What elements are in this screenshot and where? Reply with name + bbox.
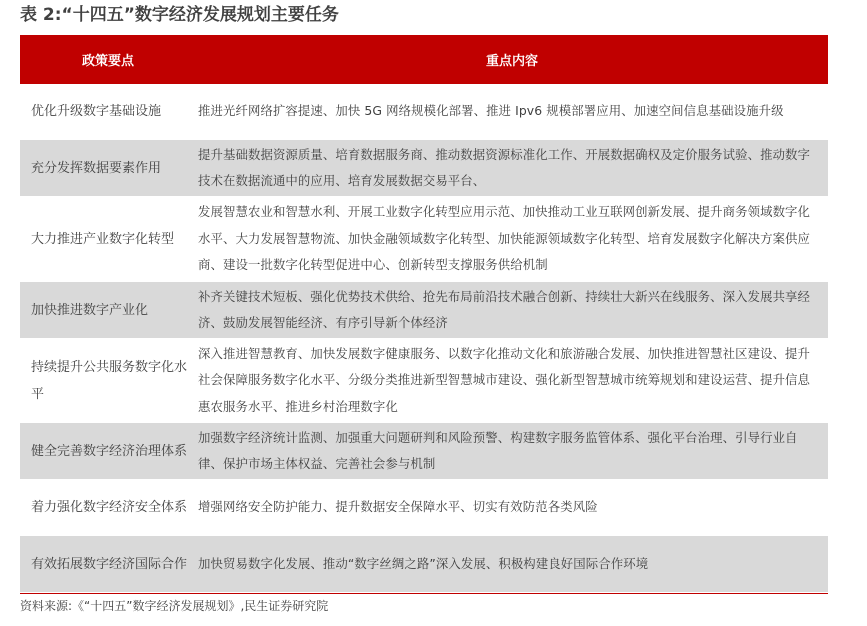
row-policy-point: 健全完善数字经济治理体系 <box>31 443 188 459</box>
row-policy-point: 充分发挥数据要素作用 <box>31 160 162 176</box>
table-row <box>20 84 828 140</box>
row-policy-point: 加快推进数字产业化 <box>31 302 149 318</box>
table-row <box>20 480 828 536</box>
table-row <box>20 423 828 480</box>
row-key-content: 推进光纤网络扩容提速、加快 5G 网络规模化部署、推进 Ipv6 规模部署应用、加速空间信息基础设施升级 <box>198 103 784 119</box>
header-policy-point: 政策要点 <box>81 54 134 69</box>
row-policy-point: 有效拓展数字经济国际合作 <box>31 556 188 572</box>
row-policy-point: 大力推进产业数字化转型 <box>31 231 175 247</box>
row-key-content: 深入推进智慧教育、加快发展数字健康服务、以数字化推动文化和旅游融合发展、加快推进智慧社区建设、提升社会保障服务数字化水平、分级分类推进新型智慧城市建设、强化新型智慧城市统筹规划和建设运营、提升信息惠农服务水平、推进乡村治理数字化 <box>198 345 811 414</box>
header-key-content: 重点内容 <box>485 54 538 69</box>
source-note: 资料来源:《“十四五”数字经济发展规划》,民生证券研究院 <box>20 599 329 613</box>
row-policy-point: 着力强化数字经济安全体系 <box>31 500 188 515</box>
row-key-content: 提升基础数据资源质量、培育数据服务商、推动数据资源标准化工作、开展数据确权及定价服务试验、推动数字技术在数据流通中的应用、培育发展数据交易平台、 <box>198 146 811 188</box>
table-row <box>20 197 828 282</box>
table-row <box>20 282 828 339</box>
row-key-content: 加快贸易数字化发展、推动“数字丝绸之路”深入发展、积极构建良好国际合作环境 <box>198 555 649 571</box>
table-bottom-rule <box>20 593 828 594</box>
table-row <box>20 339 828 423</box>
table-header <box>20 35 828 84</box>
policy-table <box>20 35 828 594</box>
row-key-content: 发展智慧农业和智慧水利、开展工业数字化转型应用示范、加快推动工业互联网创新发展、提升商务领域数字化水平、大力发展智慧物流、加快金融领域数字化转型、加快能源领域数字化转型、培育发展数字化解决方案供应商、建设一批数字化转型促进中心、创新转型支撑服务供给机制 <box>198 204 811 273</box>
row-key-content: 加强数字经济统计监测、加强重大问题研判和风险预警、构建数字服务监管体系、强化平台治理、引导行业自律、保护市场主体权益、完善社会参与机制 <box>198 429 798 471</box>
row-policy-point: 优化升级数字基础设施 <box>31 104 162 119</box>
row-key-content: 增强网络安全防护能力、提升数据安全保障水平、切实有效防范各类风险 <box>198 499 598 515</box>
row-key-content: 补齐关键技术短板、强化优势技术供给、抢先布局前沿技术融合创新、持续壮大新兴在线服务、深入发展共享经济、鼓励发展智能经济、有序引导新个体经济 <box>198 288 811 330</box>
table-title: 表 2:“十四五”数字经济发展规划主要任务 <box>20 5 339 25</box>
table-row <box>20 536 828 593</box>
table-row <box>20 140 828 197</box>
row-policy-point: 持续提升公共服务数字化水平 <box>31 359 188 402</box>
